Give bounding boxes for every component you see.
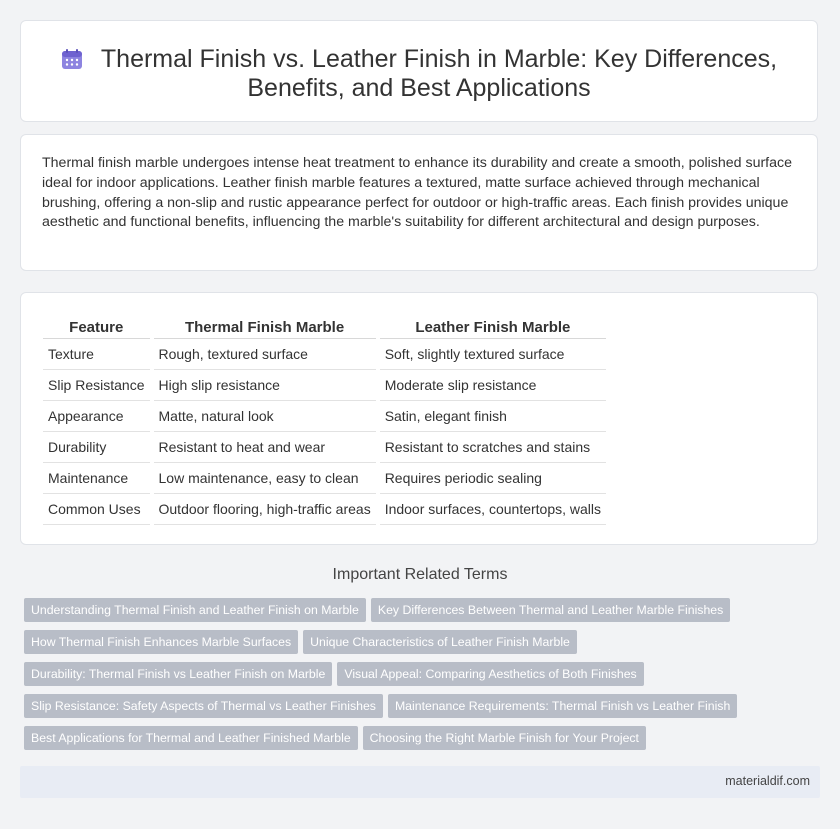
related-term-link[interactable]: Understanding Thermal Finish and Leather Finish on Marble bbox=[24, 598, 366, 622]
cell-feature: Maintenance bbox=[43, 463, 150, 494]
page-title-block bbox=[21, 45, 817, 103]
related-terms-list bbox=[24, 598, 820, 758]
table-row bbox=[43, 463, 606, 494]
tag-row bbox=[24, 598, 820, 630]
related-term-link[interactable]: How Thermal Finish Enhances Marble Surfaces bbox=[24, 630, 298, 654]
tag-row bbox=[24, 630, 820, 662]
related-term-link[interactable]: Choosing the Right Marble Finish for Your Project bbox=[363, 726, 646, 750]
cell-leather: Satin, elegant finish bbox=[380, 401, 606, 432]
tag-row bbox=[24, 726, 820, 758]
cell-thermal: Rough, textured surface bbox=[154, 339, 376, 370]
calendar-icon bbox=[61, 48, 83, 70]
footer-site[interactable]: materialdif.com bbox=[725, 774, 810, 788]
cell-leather: Indoor surfaces, countertops, walls bbox=[380, 494, 606, 525]
cell-thermal: Low maintenance, easy to clean bbox=[154, 463, 376, 494]
related-term-link[interactable]: Best Applications for Thermal and Leather Finished Marble bbox=[24, 726, 358, 750]
cell-feature: Common Uses bbox=[43, 494, 150, 525]
related-term-link[interactable]: Key Differences Between Thermal and Leather Marble Finishes bbox=[371, 598, 730, 622]
related-term-link[interactable]: Maintenance Requirements: Thermal Finish vs Leather Finish bbox=[388, 694, 737, 718]
cell-leather: Soft, slightly textured surface bbox=[380, 339, 606, 370]
related-term-link[interactable]: Slip Resistance: Safety Aspects of Thermal vs Leather Finishes bbox=[24, 694, 383, 718]
cell-leather: Requires periodic sealing bbox=[380, 463, 606, 494]
page-title: Thermal Finish vs. Leather Finish in Marble: Key Differences, Benefits, and Best Applications bbox=[100, 45, 778, 102]
title-card bbox=[20, 20, 818, 122]
table-row bbox=[43, 339, 606, 370]
cell-thermal: Outdoor flooring, high-traffic areas bbox=[154, 494, 376, 525]
related-term-link[interactable]: Visual Appeal: Comparing Aesthetics of Both Finishes bbox=[337, 662, 643, 686]
cell-thermal: High slip resistance bbox=[154, 370, 376, 401]
comparison-card bbox=[20, 292, 818, 545]
table-header-row bbox=[43, 314, 606, 339]
header-leather: Leather Finish Marble bbox=[380, 314, 606, 339]
tag-row bbox=[24, 694, 820, 726]
cell-feature: Texture bbox=[43, 339, 150, 370]
table-row bbox=[43, 370, 606, 401]
tag-row bbox=[24, 662, 820, 694]
table-row bbox=[43, 494, 606, 525]
table-row bbox=[43, 432, 606, 463]
intro-paragraph: Thermal finish marble undergoes intense heat treatment to enhance its durability and create a smooth, polished surface ideal for indoor applications. Leather finish marble features a textured, matte surface achieved through mechanical brushing, offering a non-slip and rustic appearance perfect for outdoor or high-traffic areas. Each finish provides unique aesthetic and functional benefits, influencing the marble's suitability for different architectural and design purposes. bbox=[42, 155, 792, 231]
cell-thermal: Resistant to heat and wear bbox=[154, 432, 376, 463]
cell-leather: Resistant to scratches and stains bbox=[380, 432, 606, 463]
header-thermal: Thermal Finish Marble bbox=[154, 314, 376, 339]
cell-feature: Slip Resistance bbox=[43, 370, 150, 401]
cell-feature: Durability bbox=[43, 432, 150, 463]
comparison-table bbox=[43, 314, 606, 525]
cell-feature: Appearance bbox=[43, 401, 150, 432]
intro-card bbox=[20, 134, 818, 271]
header-feature: Feature bbox=[43, 314, 150, 339]
footer bbox=[20, 766, 820, 798]
table-row bbox=[43, 401, 606, 432]
cell-leather: Moderate slip resistance bbox=[380, 370, 606, 401]
related-term-link[interactable]: Unique Characteristics of Leather Finish Marble bbox=[303, 630, 577, 654]
related-term-link[interactable]: Durability: Thermal Finish vs Leather Finish on Marble bbox=[24, 662, 332, 686]
related-terms-heading: Important Related Terms bbox=[332, 566, 508, 583]
cell-thermal: Matte, natural look bbox=[154, 401, 376, 432]
